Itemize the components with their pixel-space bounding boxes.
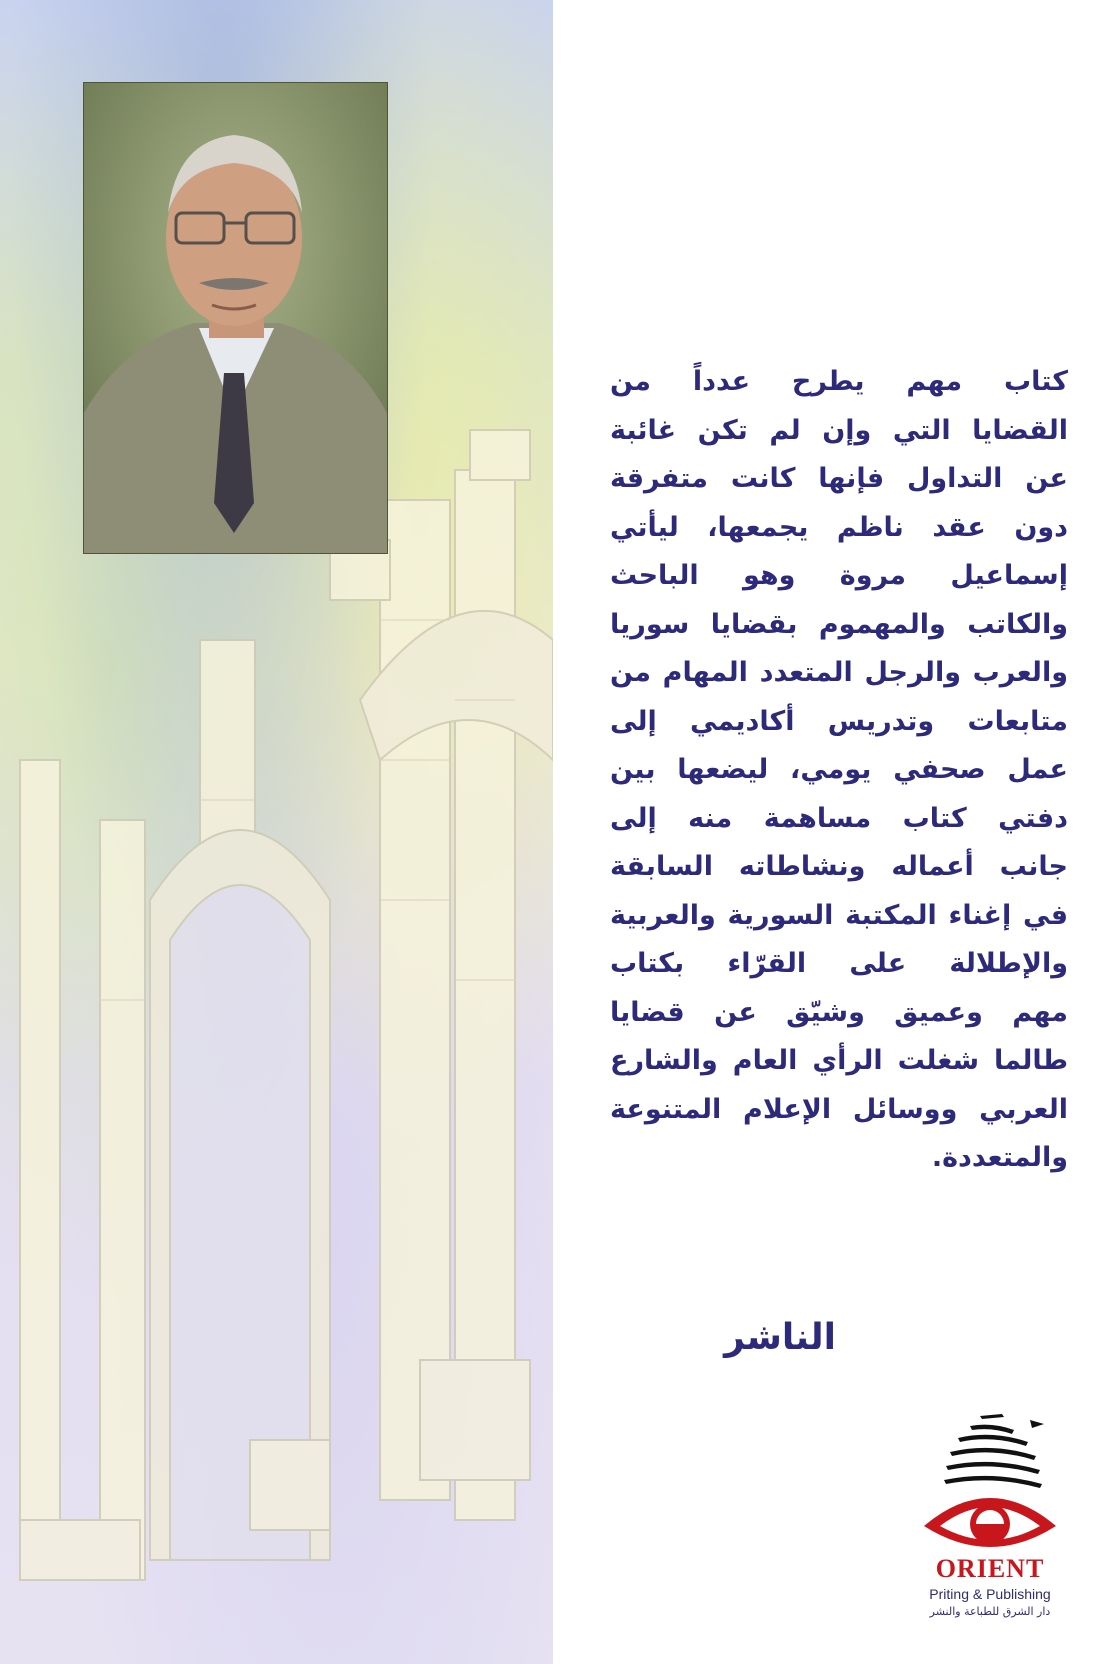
blurb-line: القضايا التي وإن لم تكن غائبة <box>610 414 1068 446</box>
cover-artwork-panel <box>0 0 553 1664</box>
blurb-line: إسماعيل مروة وهو الباحث <box>610 560 1068 591</box>
blurb-line: كتاب مهم يطرح عدداً من <box>610 366 1068 397</box>
author-photo <box>84 83 387 553</box>
blurb-line: عمل صحفي يومي، ليضعها بين <box>610 754 1068 785</box>
blurb-line: طالما شغلت الرأي العام والشارع <box>610 1045 1068 1076</box>
publisher-arabic-name: دار الشرق للطباعة والنشر <box>929 1605 1051 1618</box>
publisher-signature: الناشر <box>724 1317 836 1358</box>
blurb-line: والمتعددة. <box>931 1142 1068 1173</box>
blurb-line: متابعات وتدريس أكاديمي إلى <box>610 705 1068 737</box>
blurb-line: العربي ووسائل الإعلام المتنوعة <box>610 1093 1068 1125</box>
publisher-subtitle: Priting & Publishing <box>929 1586 1051 1602</box>
blurb-line: مهم وعميق وشيّق عن قضايا <box>610 996 1068 1028</box>
blurb-line: دفتي كتاب مساهمة منه إلى <box>610 802 1068 834</box>
blurb-line: في إغناء المكتبة السورية والعربية <box>610 899 1068 931</box>
publisher-logo <box>910 1408 1070 1644</box>
blurb-line: دون عقد ناظم يجمعها، ليأتي <box>610 511 1068 543</box>
book-blurb <box>610 358 1068 1183</box>
blurb-line: عن التداول فإنها كانت متفرقة <box>610 463 1068 494</box>
orient-eye-logo-icon <box>910 1408 1070 1568</box>
blurb-line: والكاتب والمهموم بقضايا سوريا <box>610 608 1068 640</box>
blurb-line: جانب أعماله ونشاطاته السابقة <box>610 851 1068 882</box>
blurb-line: والإطلالة على القرّاء بكتاب <box>610 948 1068 979</box>
author-portrait-icon <box>84 83 387 553</box>
publisher-brand: ORIENT <box>935 1554 1045 1583</box>
blurb-line: والعرب والرجل المتعدد المهام من <box>610 657 1068 688</box>
